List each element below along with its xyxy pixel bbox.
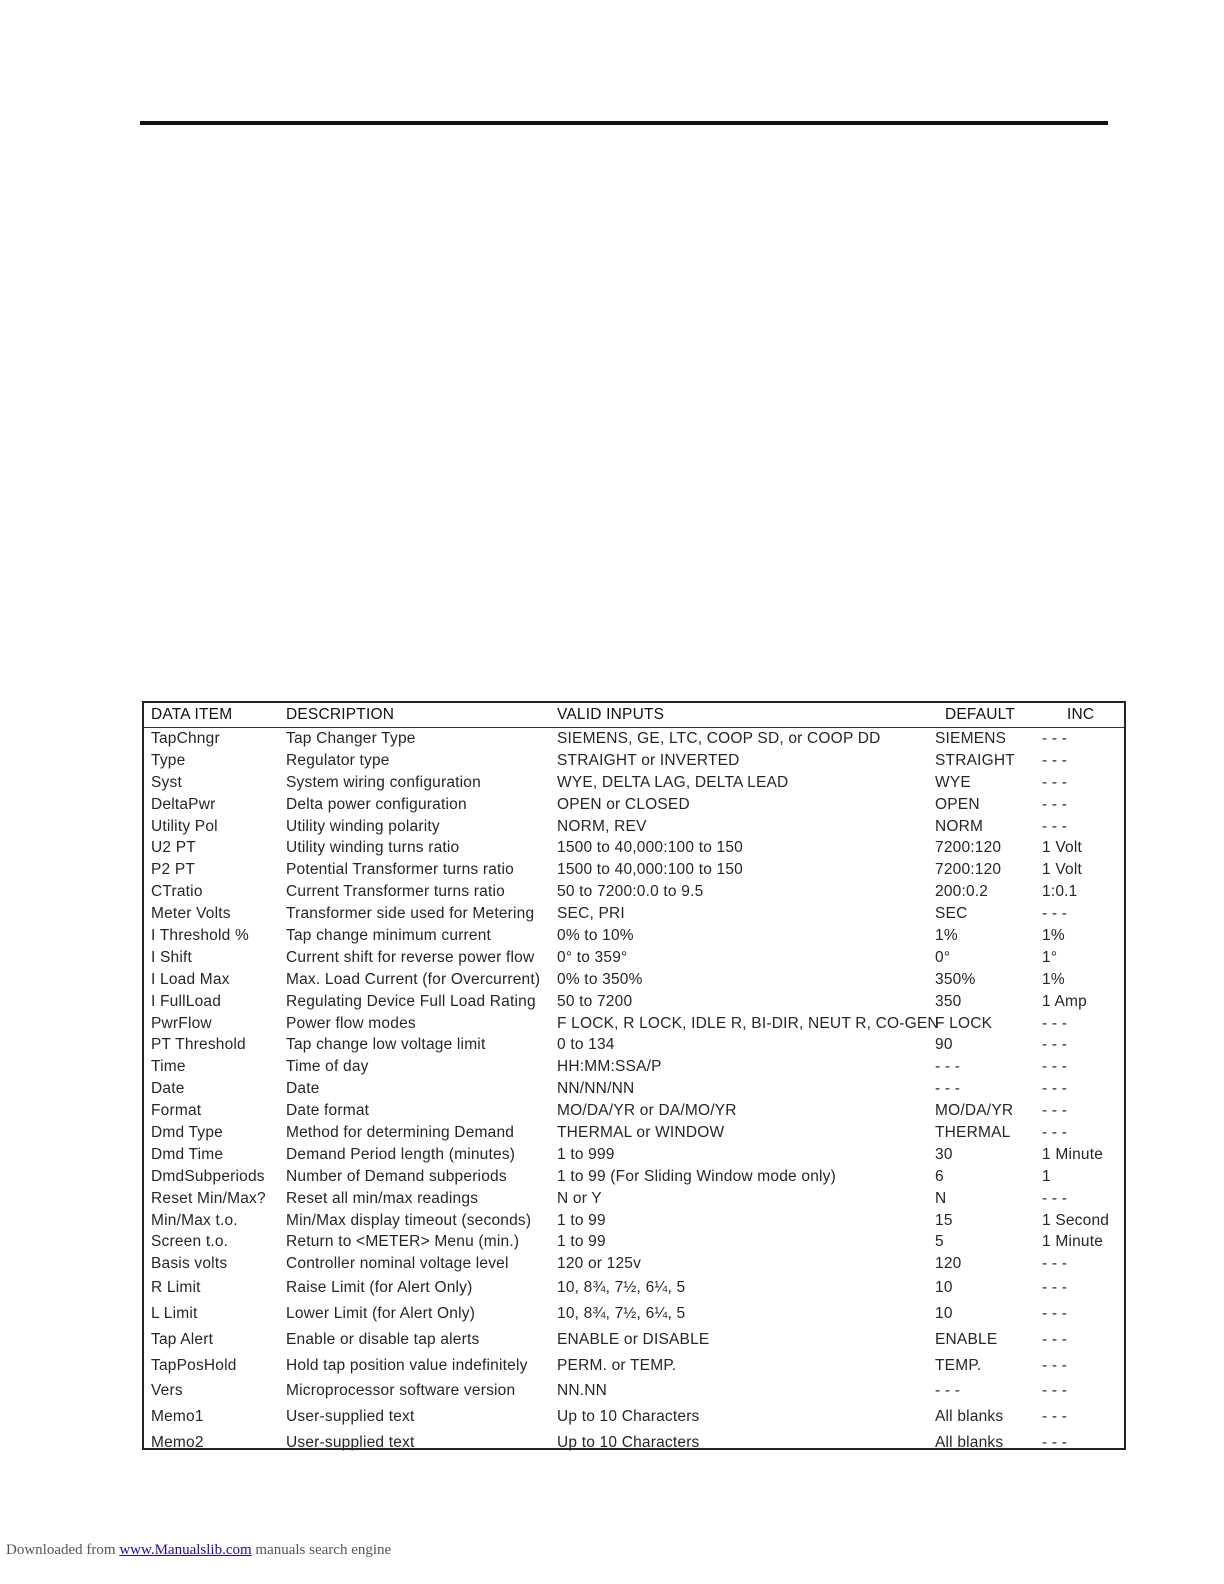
valid-inputs-cell: 1 to 99	[557, 1233, 606, 1251]
valid-inputs-cell: 0% to 350%	[557, 970, 643, 988]
data-item-cell: I Load Max	[151, 970, 230, 988]
valid-inputs-cell: ENABLE or DISABLE	[557, 1330, 710, 1348]
default-cell: 10	[935, 1279, 953, 1297]
inc-cell: 1 Minute	[1042, 1233, 1104, 1251]
valid-inputs-cell: 1500 to 40,000:100 to 150	[557, 839, 743, 857]
valid-inputs-cell: F LOCK, R LOCK, IDLE R, BI-DIR, NEUT R, CO-GEN	[557, 1014, 939, 1032]
valid-inputs-cell: 1 to 99 (For Sliding Window mode only)	[557, 1167, 836, 1185]
description-cell: User-supplied text	[286, 1408, 415, 1426]
table-row	[144, 925, 1124, 947]
valid-inputs-cell: SIEMENS, GE, LTC, COOP SD, or COOP DD	[557, 729, 881, 747]
table-row	[144, 1166, 1124, 1188]
valid-inputs-cell: MO/DA/YR or DA/MO/YR	[557, 1102, 737, 1120]
valid-inputs-cell: HH:MM:SSA/P	[557, 1058, 662, 1076]
footer-suffix: manuals search engine	[255, 1542, 392, 1558]
table-row	[144, 1078, 1124, 1100]
table-row	[144, 1275, 1124, 1301]
inc-cell: - - -	[1042, 773, 1068, 791]
description-cell: Number of Demand subperiods	[286, 1167, 507, 1185]
valid-inputs-cell: 1 to 999	[557, 1145, 615, 1163]
description-cell: Time of day	[286, 1058, 369, 1076]
data-item-cell: PT Threshold	[151, 1036, 246, 1054]
valid-inputs-cell: PERM. or TEMP.	[557, 1356, 677, 1374]
inc-cell: - - -	[1042, 1279, 1068, 1297]
default-cell: 350%	[935, 970, 976, 988]
default-cell: THERMAL	[935, 1123, 1011, 1141]
table-row	[144, 991, 1124, 1013]
inc-cell: - - -	[1042, 817, 1068, 835]
default-cell: All blanks	[935, 1408, 1004, 1426]
valid-inputs-cell: 0% to 10%	[557, 926, 634, 944]
description-cell: Reset all min/max readings	[286, 1189, 479, 1207]
default-cell: F LOCK	[935, 1014, 993, 1032]
data-item-cell: I Shift	[151, 948, 193, 966]
data-item-cell: Type	[151, 751, 186, 769]
table-row	[144, 1188, 1124, 1210]
table-row	[144, 794, 1124, 816]
description-cell: Return to <METER> Menu (min.)	[286, 1233, 520, 1251]
inc-cell: - - -	[1042, 751, 1068, 769]
description-cell: Hold tap position value indefinitely	[286, 1356, 528, 1374]
valid-inputs-cell: 120 or 125v	[557, 1255, 642, 1273]
default-cell: 15	[935, 1211, 953, 1229]
col-header-default: DEFAULT	[935, 703, 1042, 728]
description-cell: Method for determining Demand	[286, 1123, 515, 1141]
table-row	[144, 750, 1124, 772]
inc-cell: - - -	[1042, 795, 1068, 813]
inc-cell: - - -	[1042, 1330, 1068, 1348]
default-cell: 7200:120	[935, 839, 1002, 857]
data-item-cell: R Limit	[151, 1279, 201, 1297]
description-cell: Demand Period length (minutes)	[286, 1145, 516, 1163]
table-row	[144, 1327, 1124, 1353]
description-cell: Min/Max display timeout (seconds)	[286, 1211, 532, 1229]
valid-inputs-cell: THERMAL or WINDOW	[557, 1123, 725, 1141]
valid-inputs-cell: Up to 10 Characters	[557, 1433, 700, 1451]
data-item-cell: DmdSubperiods	[151, 1167, 265, 1185]
table-row	[144, 1100, 1124, 1122]
description-cell: System wiring configuration	[286, 773, 481, 791]
default-cell: SEC	[935, 905, 968, 923]
table-row	[144, 1404, 1124, 1430]
valid-inputs-cell: 0 to 134	[557, 1036, 615, 1054]
inc-cell: - - -	[1042, 1189, 1068, 1207]
data-item-cell: Reset Min/Max?	[151, 1189, 266, 1207]
table-row	[144, 1013, 1124, 1035]
data-item-cell: L Limit	[151, 1304, 198, 1322]
valid-inputs-cell: 50 to 7200	[557, 992, 633, 1010]
data-item-cell: U2 PT	[151, 839, 196, 857]
inc-cell: 1 Volt	[1042, 861, 1082, 879]
valid-inputs-cell: Up to 10 Characters	[557, 1408, 700, 1426]
valid-inputs-cell: NN.NN	[557, 1382, 608, 1400]
inc-cell: - - -	[1042, 1255, 1068, 1273]
table-row	[144, 1353, 1124, 1379]
inc-cell: 1	[1042, 1167, 1051, 1185]
inc-cell: - - -	[1042, 1102, 1068, 1120]
default-cell: All blanks	[935, 1433, 1004, 1451]
inc-cell: 1 Minute	[1042, 1145, 1104, 1163]
table-row	[144, 772, 1124, 794]
description-cell: Controller nominal voltage level	[286, 1255, 509, 1273]
description-cell: Current Transformer turns ratio	[286, 883, 505, 901]
inc-cell: - - -	[1042, 1123, 1068, 1141]
valid-inputs-cell: NORM, REV	[557, 817, 647, 835]
footer-prefix: Downloaded from	[6, 1542, 116, 1558]
description-cell: Current shift for reverse power flow	[286, 948, 535, 966]
table-row	[144, 903, 1124, 925]
data-item-cell: DeltaPwr	[151, 795, 216, 813]
default-cell: TEMP.	[935, 1356, 982, 1374]
data-item-cell: Format	[151, 1102, 202, 1120]
description-cell: Utility winding polarity	[286, 817, 440, 835]
description-cell: User-supplied text	[286, 1433, 415, 1451]
default-cell: 120	[935, 1255, 962, 1273]
table-row	[144, 816, 1124, 838]
valid-inputs-cell: N or Y	[557, 1189, 602, 1207]
default-cell: SIEMENS	[935, 729, 1007, 747]
default-cell: 0°	[935, 948, 951, 966]
data-item-cell: PwrFlow	[151, 1014, 212, 1032]
default-cell: - - -	[935, 1382, 961, 1400]
table-row	[144, 1430, 1124, 1456]
valid-inputs-cell: OPEN or CLOSED	[557, 795, 690, 813]
col-header-description: DESCRIPTION	[286, 703, 557, 728]
data-item-cell: Vers	[151, 1382, 183, 1400]
default-cell: OPEN	[935, 795, 980, 813]
inc-cell: 1%	[1042, 970, 1065, 988]
description-cell: Tap change low voltage limit	[286, 1036, 486, 1054]
table-row	[144, 1210, 1124, 1232]
inc-cell: - - -	[1042, 1080, 1068, 1098]
default-cell: 350	[935, 992, 962, 1010]
description-cell: Max. Load Current (for Overcurrent)	[286, 970, 541, 988]
table-row	[144, 969, 1124, 991]
description-cell: Date format	[286, 1102, 370, 1120]
table-row	[144, 1301, 1124, 1327]
inc-cell: - - -	[1042, 1356, 1068, 1374]
data-item-cell: Tap Alert	[151, 1330, 214, 1348]
data-item-cell: Memo1	[151, 1408, 204, 1426]
valid-inputs-cell: 50 to 7200:0.0 to 9.5	[557, 883, 704, 901]
inc-cell: - - -	[1042, 1304, 1068, 1322]
inc-cell: - - -	[1042, 1408, 1068, 1426]
valid-inputs-cell: SEC, PRI	[557, 905, 625, 923]
inc-cell: - - -	[1042, 1058, 1068, 1076]
data-item-cell: CTratio	[151, 883, 203, 901]
valid-inputs-cell: NN/NN/NN	[557, 1080, 635, 1098]
settings-table	[144, 703, 1124, 1456]
valid-inputs-cell: STRAIGHT or INVERTED	[557, 751, 740, 769]
default-cell: N	[935, 1189, 947, 1207]
table-header-row	[144, 703, 1124, 728]
valid-inputs-cell: 10, 8¾, 7½, 6¼, 5	[557, 1304, 686, 1322]
data-item-cell: Dmd Time	[151, 1145, 224, 1163]
header-rule	[140, 121, 1108, 125]
description-cell: Tap change minimum current	[286, 926, 492, 944]
inc-cell: - - -	[1042, 729, 1068, 747]
col-header-valid-inputs: VALID INPUTS	[557, 703, 935, 728]
table-row	[144, 1144, 1124, 1166]
description-cell: Utility winding turns ratio	[286, 839, 460, 857]
col-header-data-item: DATA ITEM	[144, 703, 286, 728]
description-cell: Raise Limit (for Alert Only)	[286, 1279, 473, 1297]
inc-cell: - - -	[1042, 1382, 1068, 1400]
manualslib-link[interactable]: www.Manualslib.com	[119, 1542, 252, 1558]
default-cell: 7200:120	[935, 861, 1002, 879]
description-cell: Lower Limit (for Alert Only)	[286, 1304, 476, 1322]
default-cell: 1%	[935, 926, 958, 944]
default-cell: 10	[935, 1304, 953, 1322]
table-row	[144, 728, 1124, 750]
default-cell: STRAIGHT	[935, 751, 1015, 769]
default-cell: 5	[935, 1233, 944, 1251]
table-row	[144, 837, 1124, 859]
table-row	[144, 1056, 1124, 1078]
inc-cell: 1 Second	[1042, 1211, 1110, 1229]
data-item-cell: Time	[151, 1058, 186, 1076]
default-cell: 30	[935, 1145, 953, 1163]
inc-cell: - - -	[1042, 905, 1068, 923]
table-row	[144, 1231, 1124, 1253]
description-cell: Tap Changer Type	[286, 729, 416, 747]
description-cell: Date	[286, 1080, 320, 1098]
data-item-cell: TapChngr	[151, 729, 220, 747]
settings-table-box	[142, 701, 1126, 1450]
inc-cell: 1°	[1042, 948, 1058, 966]
default-cell: 6	[935, 1167, 944, 1185]
default-cell: ENABLE	[935, 1330, 998, 1348]
data-item-cell: Memo2	[151, 1433, 204, 1451]
col-header-inc: INC	[1042, 703, 1124, 728]
description-cell: Regulator type	[286, 751, 390, 769]
inc-cell: - - -	[1042, 1036, 1068, 1054]
download-footer	[6, 1542, 391, 1559]
default-cell: 90	[935, 1036, 953, 1054]
data-item-cell: Screen t.o.	[151, 1233, 229, 1251]
data-item-cell: TapPosHold	[151, 1356, 237, 1374]
description-cell: Potential Transformer turns ratio	[286, 861, 514, 879]
data-item-cell: Date	[151, 1080, 185, 1098]
table-row	[144, 1253, 1124, 1275]
data-item-cell: Dmd Type	[151, 1123, 223, 1141]
data-item-cell: Basis volts	[151, 1255, 228, 1273]
inc-cell: - - -	[1042, 1014, 1068, 1032]
table-row	[144, 947, 1124, 969]
data-item-cell: I Threshold %	[151, 926, 249, 944]
inc-cell: 1 Amp	[1042, 992, 1087, 1010]
data-item-cell: Min/Max t.o.	[151, 1211, 238, 1229]
valid-inputs-cell: WYE, DELTA LAG, DELTA LEAD	[557, 773, 789, 791]
data-item-cell: Syst	[151, 773, 182, 791]
valid-inputs-cell: 10, 8¾, 7½, 6¼, 5	[557, 1279, 686, 1297]
table-row	[144, 859, 1124, 881]
table-row	[144, 1122, 1124, 1144]
data-item-cell: P2 PT	[151, 861, 196, 879]
description-cell: Transformer side used for Metering	[286, 905, 535, 923]
data-item-cell: I FullLoad	[151, 992, 222, 1010]
table-row	[144, 1378, 1124, 1404]
inc-cell: - - -	[1042, 1433, 1068, 1451]
table-body	[144, 728, 1124, 1456]
data-item-cell: Utility Pol	[151, 817, 218, 835]
description-cell: Regulating Device Full Load Rating	[286, 992, 536, 1010]
description-cell: Enable or disable tap alerts	[286, 1330, 480, 1348]
valid-inputs-cell: 0° to 359°	[557, 948, 628, 966]
description-cell: Power flow modes	[286, 1014, 416, 1032]
default-cell: - - -	[935, 1058, 961, 1076]
default-cell: WYE	[935, 773, 971, 791]
description-cell: Delta power configuration	[286, 795, 467, 813]
valid-inputs-cell: 1500 to 40,000:100 to 150	[557, 861, 743, 879]
inc-cell: 1:0.1	[1042, 883, 1078, 901]
inc-cell: 1 Volt	[1042, 839, 1082, 857]
default-cell: MO/DA/YR	[935, 1102, 1014, 1120]
default-cell: NORM	[935, 817, 984, 835]
data-item-cell: Meter Volts	[151, 905, 231, 923]
inc-cell: 1%	[1042, 926, 1065, 944]
valid-inputs-cell: 1 to 99	[557, 1211, 606, 1229]
description-cell: Microprocessor software version	[286, 1382, 516, 1400]
table-row	[144, 881, 1124, 903]
table-row	[144, 1034, 1124, 1056]
default-cell: 200:0.2	[935, 883, 989, 901]
default-cell: - - -	[935, 1080, 961, 1098]
